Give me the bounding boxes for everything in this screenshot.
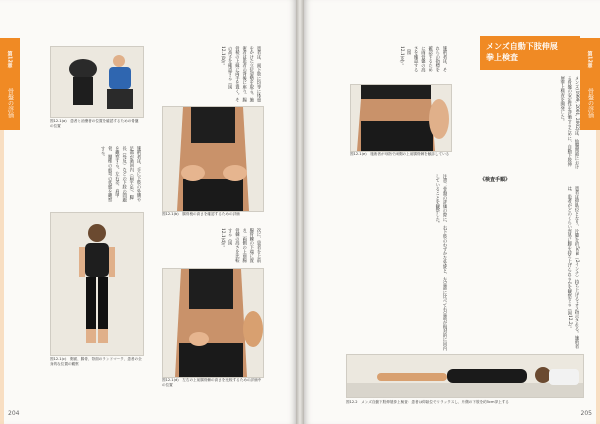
page-number-left: 204 xyxy=(8,410,20,417)
section-heading-line2: 拳上検査 xyxy=(486,53,518,62)
chapter-label: 第12章 xyxy=(586,50,593,68)
figure-caption-4: 図12.1(d) 左右の上前腸骨棘の高さを比較するための評価中の位置 xyxy=(162,378,262,387)
book-gutter xyxy=(296,0,304,424)
figure-photo-2 xyxy=(162,106,264,212)
chapter-tab-right[interactable] xyxy=(580,38,600,130)
left-page xyxy=(0,0,296,424)
figure-illustration xyxy=(351,85,451,151)
page-edge-marker xyxy=(596,130,600,424)
figure-photo-5 xyxy=(350,84,452,152)
body-text-left-a: 施術者は、手に下肢の外側や足部が過回内（扁平足）、脚長（外反）などの下肢の問題を観察する。左右差、肩甲骨、腰椎の前弯の状態を観察する。 xyxy=(99,146,141,202)
figure-photo-4 xyxy=(162,268,264,378)
figure-photo-3 xyxy=(50,212,144,356)
figure-illustration xyxy=(347,355,583,397)
body-text-right-d: 患者は仰臥位となり、片脚を約5cm（2インチ）持ち上げるよう指示される。施術者は、患者がどのくらい容易に脚を持ち上げられるかを観察する（図12.2）。 xyxy=(566,186,579,349)
section-heading xyxy=(480,36,580,70)
right-page xyxy=(304,0,600,424)
section-heading-line1: メンズ自動下肢伸展 xyxy=(486,42,558,51)
section-tab-label: 骨盤の評価 xyxy=(6,88,14,118)
page-edge-marker xyxy=(0,130,4,424)
figure-caption-3: 図12.1(c) 側面、腸骨、背面のランドマーク、患者の全身的な位置の観察 xyxy=(50,357,142,366)
body-text-right-b: 注意：骨盤の評価の際に、右下肢のわずかな外旋と、左足部に比べて右足部が相対的に回内していることを観察した。 xyxy=(434,174,447,351)
body-text-left-b: 患者は、両下肢に均等に体重をかけた立位姿勢を取る。施術者は患者の背後に座り、腸骨稜の上縁に両手を置く。その高さを確認する（図12.1(b)）。 xyxy=(219,46,261,102)
chapter-tab-left[interactable] xyxy=(0,38,20,130)
figure-caption-2: 図12.1(b) 腸骨稜の高さを確認するための評価 xyxy=(162,212,240,216)
procedure-heading: 《検査手順》 xyxy=(480,177,511,183)
figure-illustration xyxy=(51,213,143,355)
body-text-right-c: メンズ(1999, 2001, 2002)は、仙腸関節における骨盤の安定性を評価するために、自動下肢伸展拳上検査を開発した。 xyxy=(559,76,579,170)
figure-caption-1: 図12.1(a) 患者と治療者の位置を確認するための骨盤の位置 xyxy=(50,119,139,128)
page-number-right: 205 xyxy=(580,410,592,417)
body-text-right-a: 施術者は、それらの指標を確認するために両骨盤の高さを確認する（図12.1(e)）。 xyxy=(398,46,447,72)
figure-illustration xyxy=(163,107,263,211)
figure-photo-6 xyxy=(346,354,584,398)
chapter-label: 第12章 xyxy=(6,50,13,68)
figure-illustration xyxy=(51,47,143,117)
section-tab-label: 骨盤の評価 xyxy=(586,88,594,118)
figure-photo-1 xyxy=(50,46,144,118)
body-text-left-c: 次に、患者を上前腸骨棘の下端に置き、両側の上前腸骨棘の高さを比較する（図12.1(d)）。 xyxy=(219,228,261,263)
figure-illustration xyxy=(163,269,263,377)
figure-caption-6: 図12.2 メンズ自動下肢伸展拳上検査：患者は仰臥位でリラックスし、片側の下肢を約5cm挙上する xyxy=(346,400,509,404)
figure-caption-5: 図12.1(e) 施術者が母指で両側の上前腸骨棘を触診している xyxy=(350,152,450,156)
